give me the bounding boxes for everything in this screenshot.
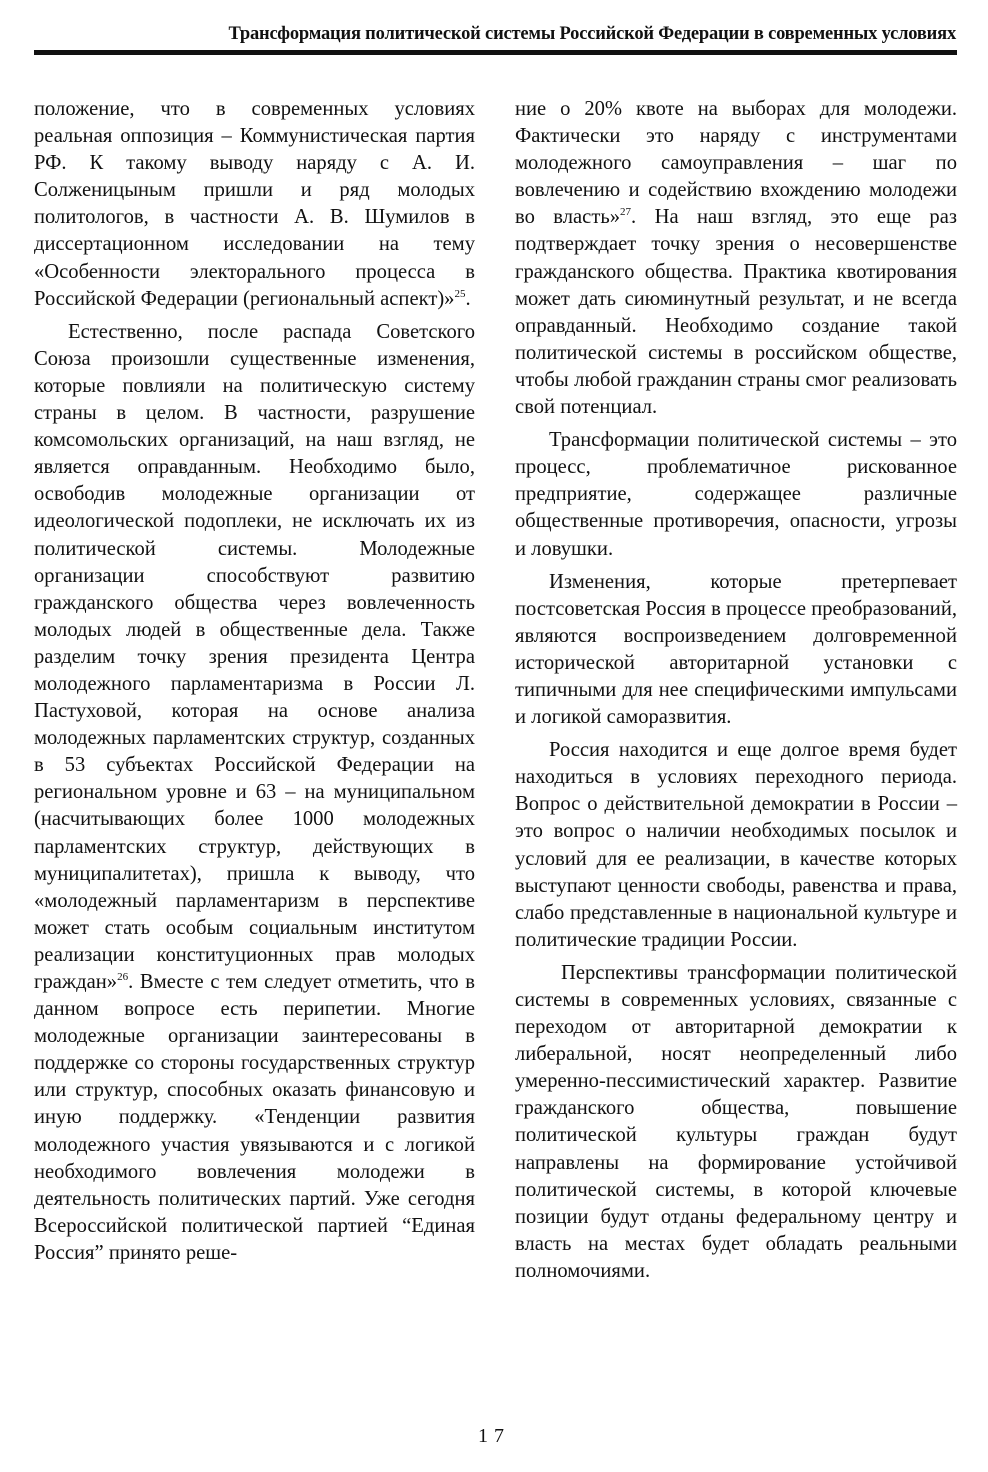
paragraph: Россия находится и еще долгое время будет находиться в условиях переходного периода. Вопрос о действительной демократии в России – это вопрос о наличии необходимых посылок и условий для ее реализации, в качестве которых выступают ценности свободы, равенства и права, слабо представленные в национальной культуре и политические традиции России. [515, 739, 957, 951]
paragraph [34, 319, 475, 1267]
running-header: Трансформация политической системы Российской Федерации в современных условиях [228, 24, 956, 44]
right-column [515, 96, 957, 1285]
paragraph-text: Естественно, после распада Советского Союза произошли существенные изменения, которые повлияли на политическую систему страны в целом. В частности, разрушение комсомольских организаций, на наш взгляд, не является оправданным. Необходимо было, освободив молодежные организации от идеологической подоплеки, не исключать их из политической системы. Молодежные организации способствуют развитию гражданского общества через вовлеченность молодых людей в общественные дела. Также разделим точку зрения президента Центра молодежного парламентаризма в России Л. Пастуховой, которая на основе анализа молодежных парламентских структур, созданных в 53 субъектах Российской Федерации на региональном уровне и 63 – на муниципальном (насчитывающих более 1000 молодежных парламентских структур, действующих в муниципалитетах), пришла к выводу, что «молодежный парламентаризм в перспективе может стать особым социальным институтом реализации конституционных прав молодых граждан» [34, 320, 475, 993]
paragraph-text: ние о 20% квоте на выборах для молодежи. Фактически это наряду с инструментами молодежного самоуправления – шаг по вовлечению и содействию вхождению молодежи во власть» [515, 98, 957, 229]
header-rule [34, 50, 957, 55]
paragraph: Изменения, которые претерпевает постсоветская Россия в процессе преобразований, являются воспроизведением долговременной исторической авторитарной установки с типичными для нее специфическими импульсами и логикой саморазвития. [515, 570, 957, 729]
footnote-ref: 25 [454, 287, 466, 300]
paragraph-text: положение, что в современных условиях реальная оппозиция – Коммунистическая партия РФ. К такому выводу наряду с А. И. Солженицыным пришли и ряд молодых политологов, в частности А. В. Шумилов в диссертационном исследовании на тему «Особенности электорального процесса в Российской Федерации (региональный аспект)» [34, 98, 475, 310]
paragraph-text: . Вместе с тем следует отметить, что в данном вопросе есть перипетии. Многие молодежные организации заинтересованы в поддержке со стороны государственных структур или структур, способных оказать финансовую и иную поддержку. «Тенденции развития молодежного участия увязываются и с логикой необходимого вовлечения молодежи в деятельность политических партий. Уже сегодня Всероссийской политической партией “Единая Россия” принято реше- [34, 971, 475, 1264]
paragraph: Перспективы трансформации политической системы в современных условиях, связанные с переходом от авторитарной демократии к либеральной, носят неопределенный либо умеренно-пессимистический характер. Развитие гражданского общества, повышение политической культуры граждан будут направлены на формирование устойчивой политической системы, в которой ключевые позиции будут отданы федеральному центру и власть на местах будет обладать реальными полномочиями. [515, 961, 957, 1282]
paragraph [34, 96, 475, 313]
paragraph: Трансформации политической системы – это процесс, проблематичное рискованное предприятие, содержащее различные общественные противоречия, опасности, угрозы и ловушки. [515, 429, 957, 560]
footnote-ref: 26 [117, 971, 129, 984]
page-number: 17 [478, 1425, 510, 1447]
paragraph-text: . [465, 287, 471, 310]
left-column [34, 96, 475, 1267]
paragraph-text: . На наш взгляд, это еще раз подтверждает точку зрения о несовершенстве гражданского общества. Практика квотирования может дать сиюминутный результат, и не всегда оправданный. Необходимо создание такой политической системы в российском обществе, чтобы любой гражданин страны смог реализовать свой потенциал. [515, 206, 957, 419]
paragraph [515, 96, 957, 421]
footnote-ref: 27 [620, 206, 632, 219]
